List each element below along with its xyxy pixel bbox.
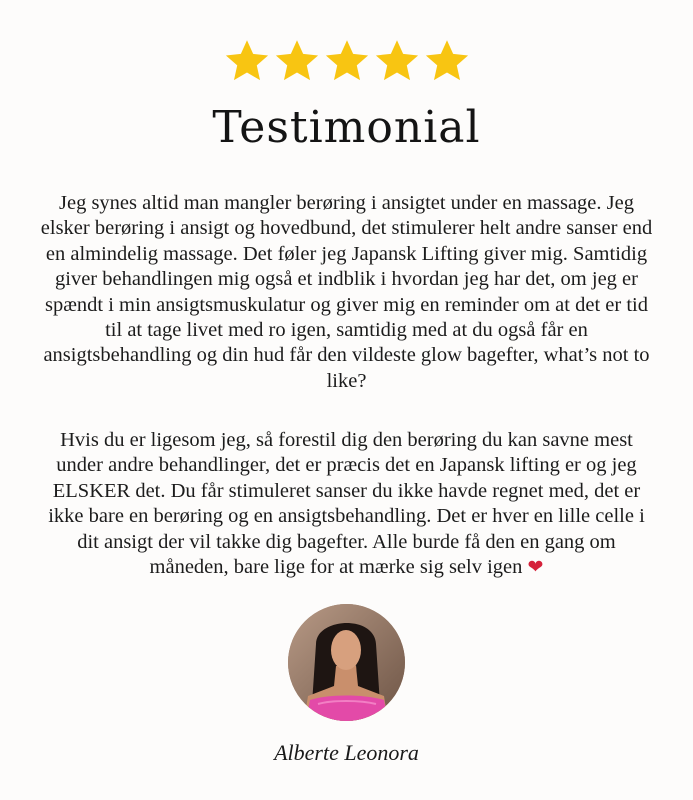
- avatar: [288, 604, 405, 721]
- page-title: Testimonial: [212, 102, 481, 153]
- avatar-photo: [288, 604, 405, 721]
- star-icon: [224, 38, 270, 84]
- paragraph-text: Jeg synes altid man mangler berøring i ansigtet under en massage. Jeg elsker berøring i ansigt og hovedbund, det stimulerer helt andre sanser end en almindelig massage. Det føler jeg Japansk Lifting giver mig. Samtidig giver behandlingen mig også et indblik i hvordan jeg har det, om jeg er spændt i min ansigtsmuskulatur og giver mig en reminder om at det er tid til at tage livet med ro igen, samtidig med at du også får en ansigtsbehandling og din hud får den vildeste glow bagefter, what’s not to like?: [40, 192, 653, 392]
- testimonial-paragraph-1: [38, 191, 655, 394]
- star-icon: [424, 38, 470, 84]
- star-icon: [324, 38, 370, 84]
- paragraph-text: Hvis du er ligesom jeg, så forestil dig den berøring du kan savne mest under andre behandlinger, det er præcis det en Japansk lifting er og jeg ELSKER det. Du får stimuleret sanser du ikke havde regnet med, det er ikke bare en berøring og en ansigtsbehandling. Det er hver en lille celle i dit ansigt der vil takke dig bagefter. Alle burde få den en gang om måneden, bare lige for at mærke sig selv igen: [48, 429, 645, 579]
- star-icon: [374, 38, 420, 84]
- testimonial-paragraph-2: [38, 428, 655, 580]
- author-name: Alberte Leonora: [274, 740, 419, 765]
- heart-icon: ❤: [527, 557, 544, 579]
- star-icon: [274, 38, 320, 84]
- star-rating: [0, 38, 693, 84]
